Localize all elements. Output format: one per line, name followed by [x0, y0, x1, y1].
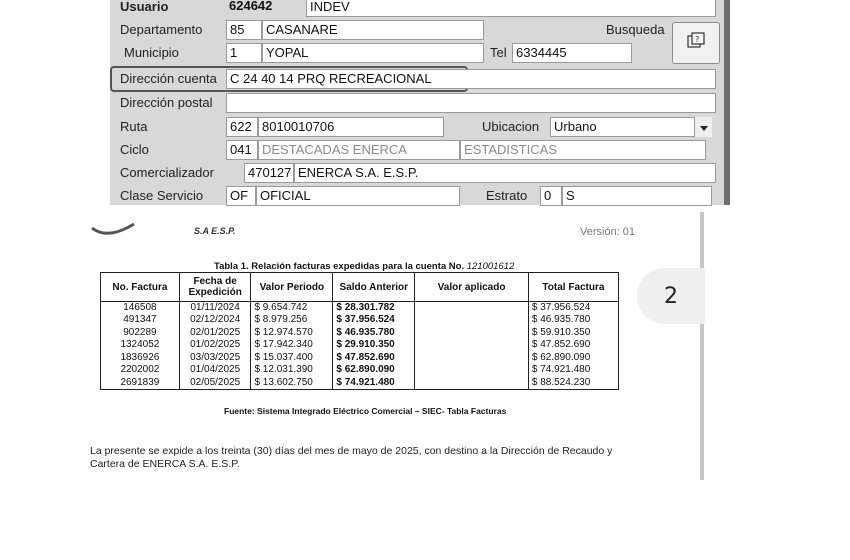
- ubicacion-label: Ubicacion: [482, 119, 540, 134]
- comercializador-value-field[interactable]: ENERCA S.A. E.S.P.: [294, 163, 716, 183]
- cell-valor-periodo: $ 12.974.570: [251, 327, 333, 340]
- certificate-document: [82, 212, 704, 480]
- company-logo-swoosh-icon: [90, 222, 136, 241]
- cell-no-factura: 146508: [101, 302, 180, 315]
- version-label: Versión: 01: [580, 226, 636, 238]
- cell-valor-aplicado: [415, 352, 529, 365]
- cell-valor-periodo: $ 15.037.400: [251, 352, 333, 365]
- cell-saldo-anterior: $ 47.852.690: [333, 352, 415, 365]
- header-no-factura: No. Factura: [101, 273, 180, 302]
- direccion-postal-row: [110, 92, 730, 114]
- ciclo-value-field[interactable]: DESTACADAS ENERCA: [258, 140, 460, 160]
- municipio-code-field[interactable]: 1: [226, 43, 262, 63]
- estrato-label: Estrato: [486, 188, 528, 203]
- ciclo-row: [110, 139, 730, 161]
- header-fecha-expedicion: Fecha de Expedición: [179, 273, 251, 302]
- estrato-code-field[interactable]: 0: [540, 186, 562, 206]
- cell-no-factura: 2691839: [101, 377, 180, 390]
- municipio-row: [110, 42, 730, 64]
- tel-field[interactable]: 6334445: [512, 43, 632, 63]
- cell-total-factura: $ 37.956.524: [528, 302, 618, 315]
- cell-valor-aplicado: [415, 377, 529, 390]
- table-row: [101, 364, 619, 377]
- ciclo-extra-field[interactable]: ESTADISTICAS: [460, 140, 706, 160]
- cell-valor-aplicado: [415, 302, 529, 315]
- cell-valor-periodo: $ 9.654.742: [251, 302, 333, 315]
- usuario-label: Usuario: [120, 0, 169, 14]
- clase-servicio-code-field[interactable]: OF: [226, 186, 256, 206]
- direccion-cuenta-row: [110, 68, 730, 90]
- header-valor-periodo: Valor Periodo: [251, 273, 333, 302]
- busqueda-label: Busqueda: [606, 22, 665, 37]
- cell-total-factura: $ 62.890.090: [528, 352, 618, 365]
- cell-fecha: 03/03/2025: [179, 352, 251, 365]
- ciclo-label: Ciclo: [120, 142, 149, 157]
- ubicacion-select[interactable]: Urbano: [550, 117, 712, 137]
- cell-fecha: 01/02/2025: [179, 339, 251, 352]
- cell-valor-periodo: $ 12.031.390: [251, 364, 333, 377]
- usuario-row: [110, 0, 730, 18]
- ruta-code-field[interactable]: 622: [226, 117, 258, 137]
- cell-no-factura: 902289: [101, 327, 180, 340]
- cell-saldo-anterior: $ 37.956.524: [333, 314, 415, 327]
- direccion-cuenta-field[interactable]: C 24 40 14 PRQ RECREACIONAL: [226, 69, 716, 89]
- cell-no-factura: 1324052: [101, 339, 180, 352]
- cell-total-factura: $ 74.921.480: [528, 364, 618, 377]
- estrato-value-field[interactable]: S: [562, 186, 712, 206]
- comercializador-row: [110, 162, 730, 184]
- table-row: [101, 339, 619, 352]
- clase-servicio-label: Clase Servicio: [120, 188, 204, 203]
- table-row: [101, 314, 619, 327]
- cell-valor-aplicado: [415, 339, 529, 352]
- municipio-label: Municipio: [124, 45, 179, 60]
- cell-fecha: 01/04/2025: [179, 364, 251, 377]
- ruta-row: [110, 116, 730, 138]
- cell-total-factura: $ 88.524.230: [528, 377, 618, 390]
- direccion-postal-field[interactable]: [226, 93, 716, 113]
- cell-valor-aplicado: [415, 364, 529, 377]
- cell-saldo-anterior: $ 46.935.780: [333, 327, 415, 340]
- table-row: [101, 352, 619, 365]
- cell-valor-periodo: $ 17.942.340: [251, 339, 333, 352]
- usuario-name-field[interactable]: INDEV: [306, 0, 716, 17]
- comercializador-label: Comercializador: [120, 165, 214, 180]
- direccion-postal-label: Dirección postal: [120, 95, 213, 110]
- closing-paragraph: La presente se expide a los treinta (30) días del mes de mayo de 2025, con destino a la Dirección de Recaudo y Cartera de ENERCA S.A. E.S.P.: [90, 445, 613, 470]
- cell-fecha: 01/11/2024: [179, 302, 251, 315]
- departamento-name-field[interactable]: CASANARE: [262, 20, 484, 40]
- usuario-code-field[interactable]: 624642: [229, 0, 273, 13]
- ruta-label: Ruta: [120, 119, 148, 134]
- svg-text:?: ?: [695, 34, 700, 44]
- company-tag: S.A E.S.P.: [194, 226, 236, 236]
- cell-fecha: 02/01/2025: [179, 327, 251, 340]
- cell-valor-periodo: $ 8.979.256: [251, 314, 333, 327]
- departamento-row: [110, 19, 730, 41]
- header-saldo-anterior: Saldo Anterior: [333, 273, 415, 302]
- cell-total-factura: $ 59.910.350: [528, 327, 618, 340]
- page-number-badge[interactable]: 2: [637, 268, 705, 324]
- municipio-name-field[interactable]: YOPAL: [262, 43, 484, 63]
- cell-valor-aplicado: [415, 314, 529, 327]
- header-valor-aplicado: Valor aplicado: [415, 273, 529, 302]
- tel-label: Tel: [490, 45, 507, 60]
- chevron-down-icon: [700, 118, 708, 136]
- cell-saldo-anterior: $ 28.301.782: [333, 302, 415, 315]
- account-form-screenshot: [110, 0, 730, 205]
- invoices-table: [100, 272, 619, 390]
- departamento-label: Departamento: [120, 22, 203, 37]
- cell-saldo-anterior: $ 62.890.090: [333, 364, 415, 377]
- table-row: [101, 327, 619, 340]
- cell-valor-periodo: $ 13.602.750: [251, 377, 333, 390]
- table-title: [214, 261, 514, 272]
- cell-no-factura: 2202002: [101, 364, 180, 377]
- ubicacion-dropdown-button[interactable]: [694, 117, 712, 137]
- table-row: [101, 302, 619, 315]
- cell-total-factura: $ 46.935.780: [528, 314, 618, 327]
- cell-saldo-anterior: $ 29.910.350: [333, 339, 415, 352]
- clase-servicio-row: [110, 185, 730, 207]
- departamento-code-field[interactable]: 85: [226, 20, 262, 40]
- cell-saldo-anterior: $ 74.921.480: [333, 377, 415, 390]
- cell-fecha: 02/05/2025: [179, 377, 251, 390]
- clase-servicio-value-field[interactable]: OFICIAL: [256, 186, 460, 206]
- table-header-row: [101, 273, 619, 302]
- table-row: [101, 377, 619, 390]
- table-source-note: Fuente: Sistema Integrado Eléctrico Comercial – SIEC- Tabla Facturas: [224, 406, 507, 416]
- cell-valor-aplicado: [415, 327, 529, 340]
- header-total-factura: Total Factura: [528, 273, 618, 302]
- direccion-cuenta-label: Dirección cuenta: [120, 71, 217, 86]
- cell-no-factura: 1836926: [101, 352, 180, 365]
- ciclo-code-field[interactable]: 041: [226, 140, 258, 160]
- cell-no-factura: 491347: [101, 314, 180, 327]
- comercializador-code-field[interactable]: 470127: [244, 163, 294, 183]
- ruta-value-field[interactable]: 8010010706: [258, 117, 444, 137]
- table-title-text: Tabla 1. Relación facturas expedidas para la cuenta No.: [214, 261, 465, 272]
- cell-fecha: 02/12/2024: [179, 314, 251, 327]
- cell-total-factura: $ 47.852.690: [528, 339, 618, 352]
- account-number: 121001612: [466, 261, 515, 272]
